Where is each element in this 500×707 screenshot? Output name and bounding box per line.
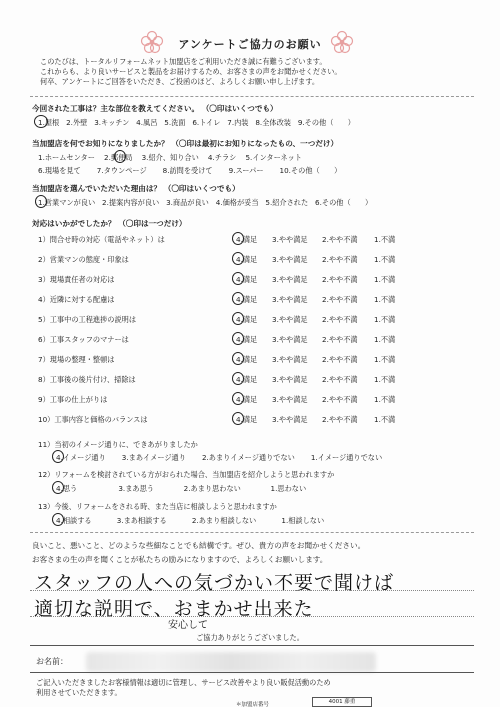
rating-answer-circle bbox=[232, 392, 244, 405]
question-3: 当加盟店を選んでいただいた理由は？ （〇印はいくつでも） bbox=[32, 184, 240, 193]
rating-option: 1.不満 bbox=[374, 355, 396, 364]
q3-answer-circle bbox=[35, 195, 47, 208]
divider bbox=[30, 672, 474, 673]
rating-option: 4.満足 bbox=[236, 275, 258, 284]
store-number-label: ＊加盟店番号 bbox=[236, 702, 270, 707]
q1-option: 4.風呂 bbox=[136, 118, 158, 127]
q1-option: 6.トイレ bbox=[192, 118, 221, 127]
divider bbox=[30, 645, 474, 646]
rating-row-label: 8）工事後の後片付け、掃除は bbox=[38, 375, 136, 384]
rating-option: 4.満足 bbox=[236, 375, 258, 384]
rating-option: 2.やや不満 bbox=[322, 395, 358, 404]
rating-option: 1.不満 bbox=[374, 375, 396, 384]
rating-row-label: 4）近隣に対する配慮は bbox=[38, 295, 115, 304]
rating-option: 4.満足 bbox=[236, 255, 258, 264]
question-1-options bbox=[38, 118, 355, 128]
q1-option: 5.洗面 bbox=[164, 118, 186, 127]
q1-answer-circle bbox=[34, 115, 48, 128]
rating-option: 2.やや不満 bbox=[322, 295, 358, 304]
rating-option: 4.満足 bbox=[236, 315, 258, 324]
rating-option: 3.やや満足 bbox=[272, 275, 308, 284]
rating-answer-circle bbox=[232, 412, 244, 425]
rating-option: 3.やや満足 bbox=[272, 395, 308, 404]
q2-answer-circle bbox=[114, 150, 126, 163]
question-13-options: 4.相談する 3.まあ相談する 2.あまり相談しない 1.相談しない bbox=[56, 516, 325, 525]
rating-row-label: 1）問合せ時の対応（電話やネット）は bbox=[38, 235, 165, 244]
store-number-box: 4001 藤重 bbox=[312, 697, 372, 707]
rating-option: 1.不満 bbox=[374, 335, 396, 344]
rating-option: 3.やや満足 bbox=[272, 295, 308, 304]
rating-option: 1.不満 bbox=[374, 275, 396, 284]
q13-answer-circle bbox=[52, 513, 64, 526]
rating-option: 3.やや満足 bbox=[272, 375, 308, 384]
rating-answer-circle bbox=[232, 232, 244, 245]
ruled-line bbox=[30, 616, 474, 617]
q1-option: 1.屋根 bbox=[38, 118, 60, 127]
rating-option: 1.不満 bbox=[374, 235, 396, 244]
q1-option: 8.全体改装 bbox=[255, 118, 291, 127]
rating-option: 2.やや不満 bbox=[322, 315, 358, 324]
ruled-line bbox=[30, 590, 474, 591]
rating-option: 2.やや不満 bbox=[322, 235, 358, 244]
rating-row-label: 2）営業マンの態度・印象は bbox=[38, 255, 129, 264]
rating-option: 2.やや不満 bbox=[322, 375, 358, 384]
rating-option: 1.不満 bbox=[374, 315, 396, 324]
question-2-options-row2: 6.現場を見て 7.タウンページ 8.訪問を受けて 9.スーパー 10.その他（ ） bbox=[38, 166, 342, 175]
divider bbox=[30, 532, 474, 533]
name-label: お名前： bbox=[36, 657, 68, 666]
rating-option: 1.不満 bbox=[374, 255, 396, 264]
rating-option: 4.満足 bbox=[236, 295, 258, 304]
rating-answer-circle bbox=[232, 372, 244, 385]
page-title: アンケートご協力のお願い bbox=[178, 38, 322, 51]
divider bbox=[30, 96, 474, 97]
rating-option: 4.満足 bbox=[236, 395, 258, 404]
rating-option: 1.不満 bbox=[374, 415, 396, 424]
rating-option: 2.やや不満 bbox=[322, 335, 358, 344]
question-11-options: 4.イメージ通り 3.まあイメージ通り 2.あまりイメージ通りでない 1.イメージ通りでない bbox=[56, 453, 383, 462]
rating-row-label: 7）現場の整理・整頓は bbox=[38, 355, 115, 364]
q1-option: 2.外壁 bbox=[66, 118, 88, 127]
handwritten-comment-line1: スタッフの人への気づかい不要で聞けば bbox=[34, 572, 395, 594]
rating-option: 1.不満 bbox=[374, 395, 396, 404]
rating-row-label: 9）工事の仕上がりは bbox=[38, 395, 108, 404]
thanks-text: ご協力ありがとうございました。 bbox=[196, 633, 304, 642]
rating-answer-circle bbox=[232, 352, 244, 365]
rating-option: 4.満足 bbox=[236, 335, 258, 344]
rating-row-label: 3）現場責任者の対応は bbox=[38, 275, 115, 284]
rating-option: 3.やや満足 bbox=[272, 315, 308, 324]
question-2: 当加盟店を何でお知りになりましたか？ （〇印は最初にお知りになったもの、一つだけ） bbox=[32, 139, 339, 148]
handwritten-comment-line2: 適切な説明で、おまかせ出来た bbox=[34, 598, 314, 620]
rating-option: 2.やや不満 bbox=[322, 275, 358, 284]
intro-text: このたびは、トータルリフォームネット加盟店をご利用いただき誠に有難うございます。 これからも、より良いサービスと製品をお届けするため、お客さまの声をお聞かせください。 何卒、アンケートにご回答をいただき、ご投函のほど、よろしくお願い申し上げます。 bbox=[40, 57, 342, 86]
comment-prompt: 良いこと、悪いこと、どのような些細なことでも結構です。ぜひ、貴方の声をお聞かせください。 お客さまの生の声を聞くことが私たちの励みになりますので、よろしくお願いします。 bbox=[32, 541, 366, 564]
rating-option: 3.やや満足 bbox=[272, 255, 308, 264]
rating-answer-circle bbox=[232, 252, 244, 265]
rating-row-label: 5）工事中の工程進捗の説明は bbox=[38, 315, 137, 324]
rating-option: 2.やや不満 bbox=[322, 255, 358, 264]
rating-option: 3.やや満足 bbox=[272, 415, 308, 424]
q12-answer-circle bbox=[52, 481, 64, 494]
rating-option: 4.満足 bbox=[236, 415, 258, 424]
q1-option: 9.その他（ ） bbox=[297, 118, 355, 127]
rating-option: 3.やや満足 bbox=[272, 355, 308, 364]
rating-option: 2.やや不満 bbox=[322, 355, 358, 364]
privacy-note: ご記入いただきましたお客様情報は適切に管理し、サービス改善やより良い販促活動のため 利用させていただきます。 bbox=[36, 678, 331, 697]
question-4: 対応はいかがでしたか？ （〇印は一つだけ） bbox=[32, 219, 187, 228]
rating-option: 4.満足 bbox=[236, 355, 258, 364]
rating-row-label: 10）工事内容と価格のバランスは bbox=[38, 415, 148, 424]
question-13: 13）今後、リフォームをされる時、また当店に相談しようと思われますか bbox=[38, 502, 277, 511]
rating-option: 2.やや不満 bbox=[322, 415, 358, 424]
question-1: 今回された工事は？主な部位を教えてください。 （〇印はいくつでも） bbox=[32, 104, 278, 113]
question-12-options: 4.思う 3.まあ思う 2.あまり思わない 1.思わない bbox=[56, 484, 307, 493]
rating-row-label: 6）工事スタッフのマナーは bbox=[38, 335, 129, 344]
q1-option: 3.キッチン bbox=[94, 118, 130, 127]
rating-answer-circle bbox=[232, 332, 244, 345]
redacted-name bbox=[86, 652, 376, 672]
question-11: 11）当初のイメージ通りに、できあがりましたか bbox=[38, 440, 198, 449]
rating-option: 3.やや満足 bbox=[272, 235, 308, 244]
question-12: 12）リフォームを検討されている方がおられた場合、当加盟店を紹介しようと思われますか bbox=[38, 470, 335, 479]
rating-answer-circle bbox=[232, 312, 244, 325]
question-3-options: 1.営業マンが良い 2.提案内容が良い 3.商品が良い 4.価格が妥当 5.紹介された 6.その他（ ） bbox=[38, 198, 373, 207]
question-2-options-row1: 1.ホームセンター 2.郵便局 3.紹介、知り合い 4.チラシ 5.インターネット bbox=[38, 153, 302, 162]
q1-option: 7.内装 bbox=[227, 118, 249, 127]
rating-option: 3.やや満足 bbox=[272, 335, 308, 344]
q11-answer-circle bbox=[52, 450, 64, 463]
rating-answer-circle bbox=[232, 272, 244, 285]
rating-answer-circle bbox=[232, 292, 244, 305]
rating-option: 4.満足 bbox=[236, 235, 258, 244]
rating-option: 1.不満 bbox=[374, 295, 396, 304]
handwritten-insertion: 安心して bbox=[168, 620, 208, 631]
